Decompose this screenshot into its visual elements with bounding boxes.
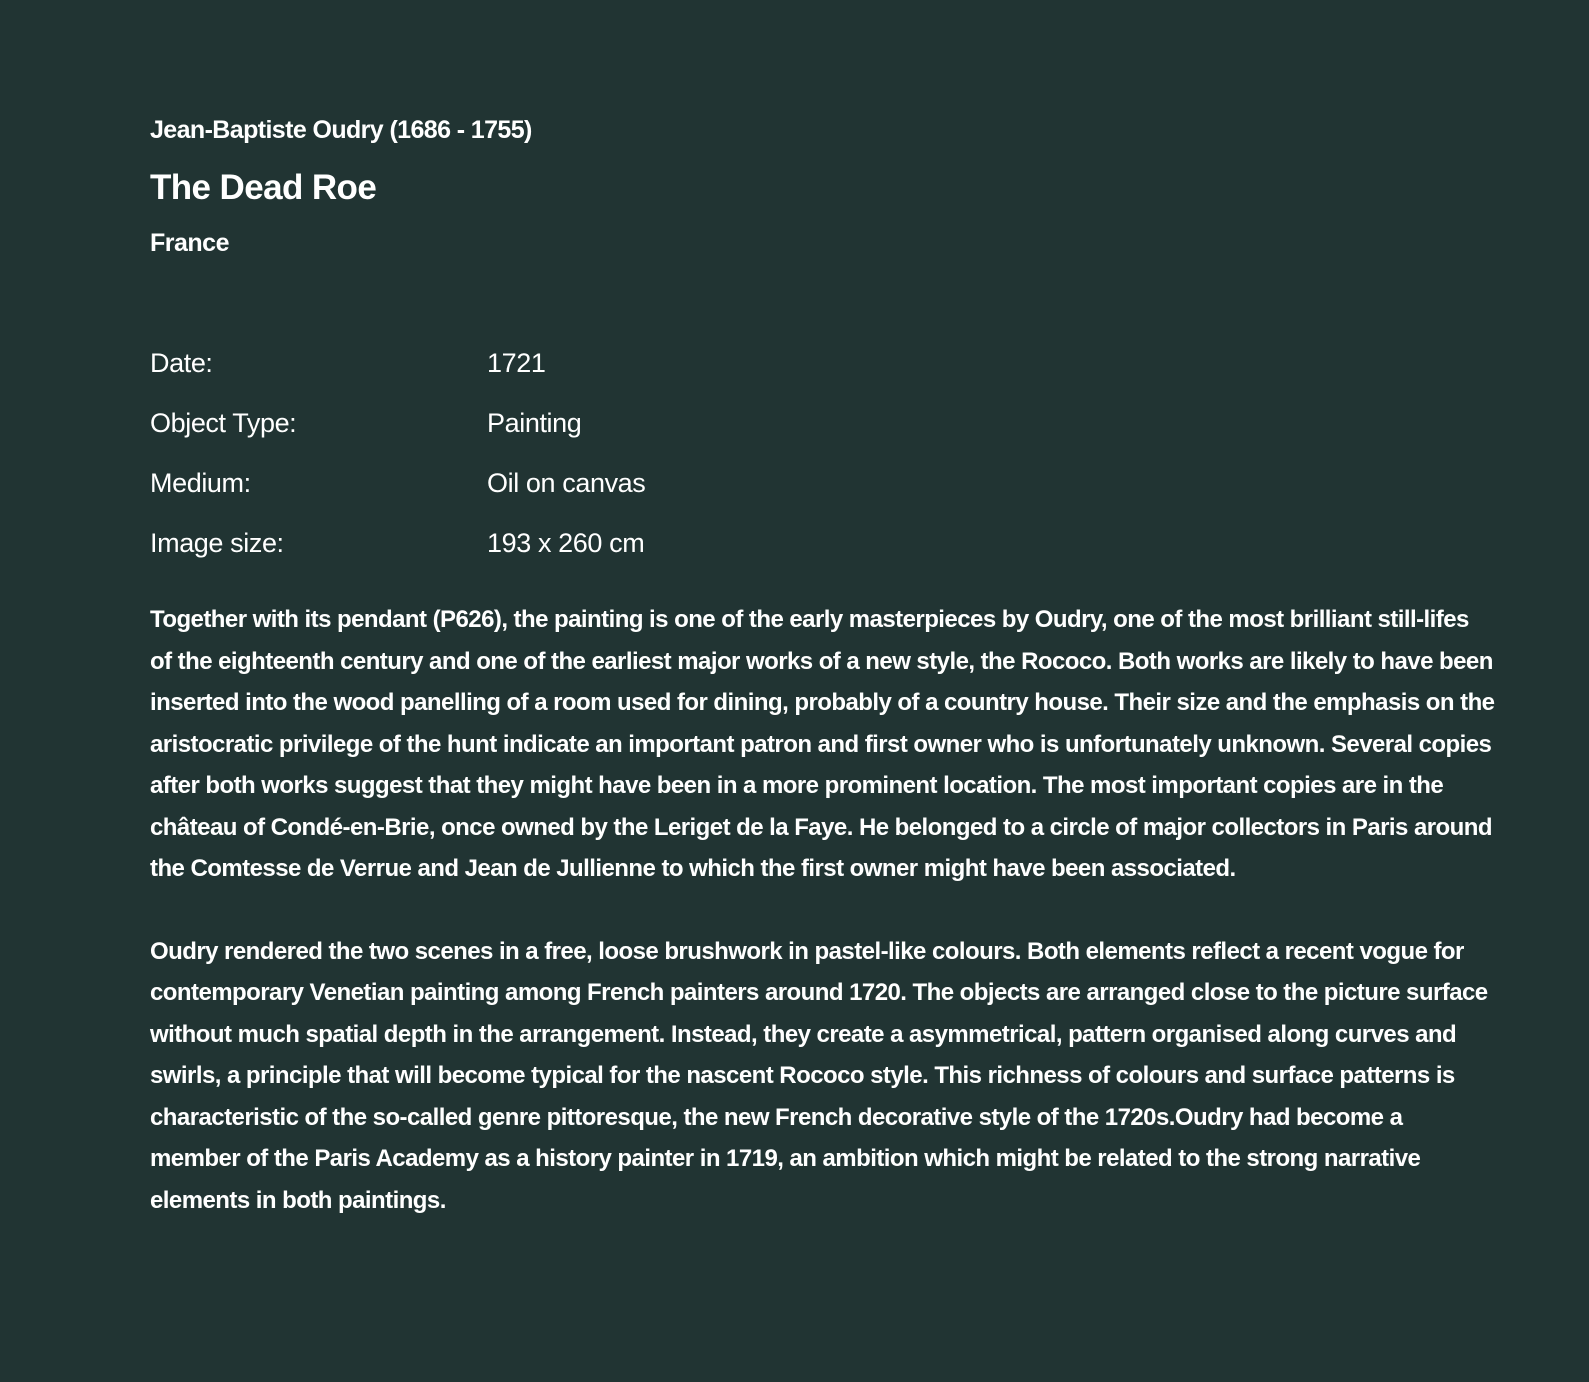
detail-label: Date: xyxy=(150,348,213,378)
detail-row-medium xyxy=(150,466,1489,526)
detail-value: 193 x 260 cm xyxy=(487,528,645,558)
detail-row-image-size xyxy=(150,526,1489,586)
description-paragraph: Together with its pendant (P626), the painting is one of the early masterpieces by Oudry, one of the most brilliant still-lifes of the eighteenth century and one of the earliest major works of a new style, the Rococo. Both works are likely to have been inserted into the wood panelling of a room used for dining, probably of a country house. Their size and the emphasis on the aristocratic privilege of the hunt indicate an important patron and first owner who is unfortunately unknown. Several copies after both works suggest that they might have been in a more prominent location. The most important copies are in the château of Condé-en-Brie, once owned by the Leriget de la Faye. He belonged to a circle of major collectors in Paris around the Comtesse de Verrue and Jean de Jullienne to which the first owner might have been associated. xyxy=(150,606,1495,882)
details-table xyxy=(150,346,1489,586)
detail-row-object-type xyxy=(150,406,1489,466)
detail-label: Object Type: xyxy=(150,408,297,438)
detail-row-date xyxy=(150,346,1489,406)
artwork-origin: France xyxy=(150,229,229,257)
artist-name: Jean-Baptiste Oudry (1686 - 1755) xyxy=(150,116,532,144)
description-paragraph: Oudry rendered the two scenes in a free, loose brushwork in pastel-like colours. Both elements reflect a recent vogue for contemporary Venetian painting among French painters around 1720. The objects are arranged close to the picture surface without much spatial depth in the arrangement. Instead, they create a asymmetrical, pattern organised along curves and swirls, a principle that will become typical for the nascent Rococo style. This richness of colours and surface patterns is characteristic of the so-called genre pittoresque, the new French decorative style of the 1720s.Oudry had become a member of the Paris Academy as a history painter in 1719, an ambition which might be related to the strong narrative elements in both paintings. xyxy=(150,937,1488,1214)
detail-value: Painting xyxy=(487,408,582,438)
artwork-title: The Dead Roe xyxy=(150,168,377,207)
detail-value: 1721 xyxy=(487,348,546,378)
artwork-description xyxy=(150,599,1495,1221)
detail-label: Medium: xyxy=(150,468,251,498)
detail-value: Oil on canvas xyxy=(487,468,646,498)
detail-label: Image size: xyxy=(150,528,284,558)
